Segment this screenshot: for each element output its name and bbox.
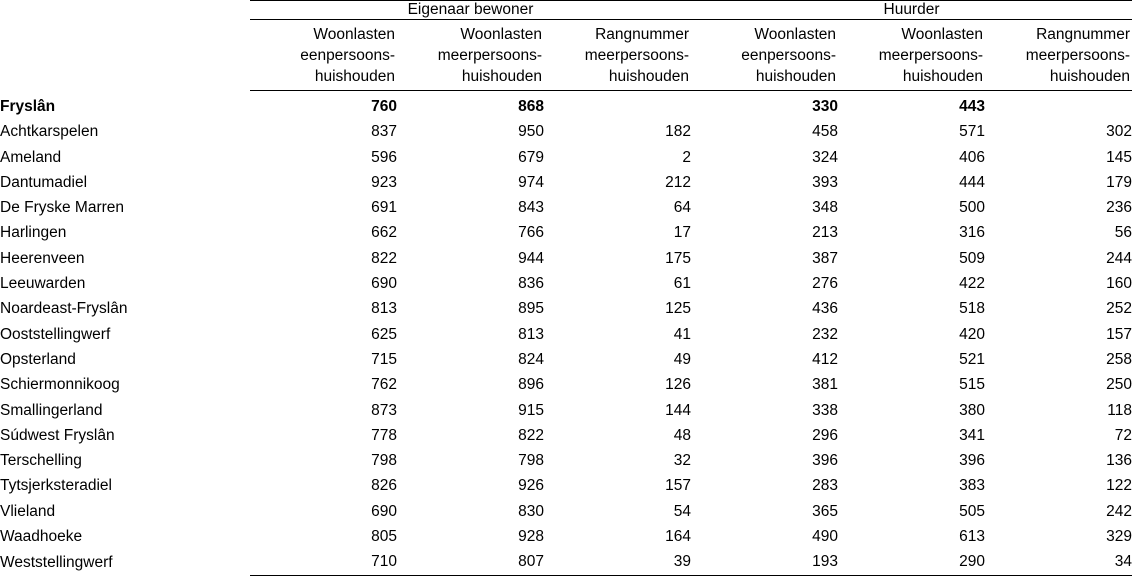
row-value: 64 xyxy=(673,199,691,217)
table-row xyxy=(0,347,1132,372)
row-value: 126 xyxy=(665,376,691,394)
table-row xyxy=(0,322,1132,347)
row-value: 296 xyxy=(812,426,838,444)
row-value: 836 xyxy=(518,275,544,293)
colhead-line: eenpersoons- xyxy=(741,47,836,64)
row-value: 710 xyxy=(371,553,397,571)
row-value: 895 xyxy=(518,300,544,318)
row-value: 49 xyxy=(673,350,691,368)
table-row xyxy=(0,423,1132,448)
row-value: 822 xyxy=(371,249,397,267)
row-label: Fryslân xyxy=(0,98,56,115)
table-row xyxy=(0,220,1132,245)
row-label: Terschelling xyxy=(0,452,82,470)
row-label: Weststellingwerf xyxy=(0,553,113,571)
row-value: 896 xyxy=(518,376,544,394)
colhead-line: Woonlasten xyxy=(460,26,542,43)
colhead-line: Rangnummer xyxy=(1036,26,1130,43)
row-label: De Fryske Marren xyxy=(0,199,125,217)
row-value: 805 xyxy=(371,528,397,546)
row-value: 61 xyxy=(673,275,691,293)
rule-cell-blank xyxy=(0,575,250,582)
row-value: 276 xyxy=(812,275,838,293)
table-row xyxy=(0,145,1132,170)
row-label: Ooststellingwerf xyxy=(0,325,111,343)
colhead-line: meerpersoons- xyxy=(437,47,542,64)
row-value: 422 xyxy=(959,275,985,293)
row-value: 974 xyxy=(518,173,544,191)
row-value: 798 xyxy=(518,452,544,470)
row-label: Achtkarspelen xyxy=(0,123,99,141)
row-value: 324 xyxy=(812,148,838,166)
row-value: 613 xyxy=(959,528,985,546)
row-value: 2 xyxy=(682,148,691,166)
row-label: Tytsjerksteradiel xyxy=(0,477,112,495)
row-value: 396 xyxy=(812,452,838,470)
row-value: 500 xyxy=(959,199,985,217)
row-value: 144 xyxy=(665,401,691,419)
table-row xyxy=(0,195,1132,220)
row-value: 290 xyxy=(959,553,985,571)
row-value: 762 xyxy=(371,376,397,394)
row-label: Smallingerland xyxy=(0,401,103,419)
column-header-hu-rangnummer xyxy=(985,24,1132,87)
colhead-line: meerpersoons- xyxy=(584,47,689,64)
colhead-line: Woonlasten xyxy=(313,26,395,43)
row-value: 760 xyxy=(371,98,397,115)
row-label: Leeuwarden xyxy=(0,275,86,293)
row-value: 182 xyxy=(665,123,691,141)
table-header xyxy=(0,1,1132,91)
row-value: 212 xyxy=(665,173,691,191)
row-value: 928 xyxy=(518,528,544,546)
row-value: 813 xyxy=(518,325,544,343)
row-value: 122 xyxy=(1106,477,1132,495)
row-value: 54 xyxy=(673,502,691,520)
row-value: 843 xyxy=(518,199,544,217)
colhead-line: meerpersoons- xyxy=(1025,47,1130,64)
row-value: 383 xyxy=(959,477,985,495)
row-value: 923 xyxy=(371,173,397,191)
row-label: Harlingen xyxy=(0,224,67,242)
row-value: 813 xyxy=(371,300,397,318)
row-value: 250 xyxy=(1106,376,1132,394)
row-value: 396 xyxy=(959,452,985,470)
column-header-region xyxy=(0,24,250,87)
table-footer xyxy=(0,575,1132,582)
row-value: 56 xyxy=(1114,224,1132,242)
table-row xyxy=(0,119,1132,144)
column-header-eb-eenpersoons xyxy=(250,24,397,87)
row-value: 521 xyxy=(959,350,985,368)
row-value: 830 xyxy=(518,502,544,520)
row-value: 873 xyxy=(371,401,397,419)
row-value: 329 xyxy=(1106,528,1132,546)
row-value: 950 xyxy=(518,123,544,141)
row-value: 826 xyxy=(371,477,397,495)
table-row xyxy=(0,271,1132,296)
column-header-eb-meerpersoons xyxy=(397,24,544,87)
group-header-row xyxy=(0,1,1132,20)
row-value: 691 xyxy=(371,199,397,217)
row-value: 715 xyxy=(371,350,397,368)
row-value: 118 xyxy=(1107,401,1132,419)
row-value: 766 xyxy=(518,224,544,242)
colhead-line: Rangnummer xyxy=(595,26,689,43)
row-value: 338 xyxy=(812,401,838,419)
row-value: 926 xyxy=(518,477,544,495)
row-value: 157 xyxy=(665,477,691,495)
row-value: 232 xyxy=(812,325,838,343)
colhead-line: Woonlasten xyxy=(754,26,836,43)
colhead-line: huishouden xyxy=(314,68,395,85)
colhead-line: huishouden xyxy=(1049,68,1130,85)
row-value: 380 xyxy=(959,401,985,419)
table-row xyxy=(0,448,1132,473)
colhead-line: Woonlasten xyxy=(901,26,983,43)
row-value: 381 xyxy=(812,376,838,394)
row-value: 662 xyxy=(371,224,397,242)
table-row xyxy=(0,246,1132,271)
table-row xyxy=(0,296,1132,321)
colhead-line: eenpersoons- xyxy=(300,47,395,64)
colhead-line: meerpersoons- xyxy=(878,47,983,64)
row-value: 778 xyxy=(371,426,397,444)
row-value: 824 xyxy=(518,350,544,368)
row-value: 348 xyxy=(812,199,838,217)
row-value: 242 xyxy=(1106,502,1132,520)
row-value: 302 xyxy=(1106,123,1132,141)
row-value: 505 xyxy=(959,502,985,520)
row-value xyxy=(985,91,1132,120)
colhead-line: huishouden xyxy=(755,68,836,85)
row-value: 258 xyxy=(1106,350,1132,368)
row-value: 915 xyxy=(518,401,544,419)
row-value: 596 xyxy=(371,148,397,166)
row-value: 625 xyxy=(371,325,397,343)
row-value: 316 xyxy=(959,224,985,242)
table-row xyxy=(0,398,1132,423)
row-value: 17 xyxy=(673,224,691,242)
row-value: 571 xyxy=(959,123,985,141)
row-value: 944 xyxy=(518,249,544,267)
row-value: 518 xyxy=(959,300,985,318)
row-value: 387 xyxy=(812,249,838,267)
table-row xyxy=(0,549,1132,575)
row-value: 690 xyxy=(371,275,397,293)
colhead-line: huishouden xyxy=(461,68,542,85)
row-label: Dantumadiel xyxy=(0,173,88,191)
row-value: 41 xyxy=(673,325,691,343)
row-value: 365 xyxy=(812,502,838,520)
row-label: Vlieland xyxy=(0,502,56,520)
table-body xyxy=(0,91,1132,576)
row-value: 406 xyxy=(959,148,985,166)
row-value: 837 xyxy=(371,123,397,141)
column-header-hu-eenpersoons xyxy=(691,24,838,87)
row-label: Opsterland xyxy=(0,350,76,368)
row-label: Heerenveen xyxy=(0,249,85,267)
row-value: 179 xyxy=(1106,173,1132,191)
row-value: 283 xyxy=(812,477,838,495)
row-value: 136 xyxy=(1106,452,1132,470)
bottom-rule-row xyxy=(0,575,1132,582)
row-value: 798 xyxy=(371,452,397,470)
row-value: 807 xyxy=(518,553,544,571)
row-value: 175 xyxy=(665,249,691,267)
row-value: 443 xyxy=(959,98,985,115)
row-value: 690 xyxy=(371,502,397,520)
row-value: 48 xyxy=(673,426,691,444)
row-value: 458 xyxy=(812,123,838,141)
table-row xyxy=(0,473,1132,498)
row-label: Súdwest Fryslân xyxy=(0,426,115,444)
table-row xyxy=(0,170,1132,195)
row-value: 32 xyxy=(673,452,691,470)
row-label: Noardeast-Fryslân xyxy=(0,300,128,318)
row-value: 679 xyxy=(518,148,544,166)
row-value: 236 xyxy=(1106,199,1132,217)
row-value: 157 xyxy=(1106,325,1132,343)
group-header-eigenaar-bewoner: Eigenaar bewoner xyxy=(250,1,691,20)
row-value: 868 xyxy=(518,98,544,115)
row-value: 330 xyxy=(812,98,838,115)
column-header-eb-rangnummer xyxy=(544,24,691,87)
row-value: 822 xyxy=(518,426,544,444)
column-header-row xyxy=(0,24,1132,87)
row-value: 39 xyxy=(673,553,691,571)
row-value: 490 xyxy=(812,528,838,546)
row-value: 509 xyxy=(959,249,985,267)
row-value: 145 xyxy=(1106,148,1132,166)
group-header-blank xyxy=(0,1,250,20)
colhead-line: huishouden xyxy=(902,68,983,85)
table-row xyxy=(0,91,1132,120)
row-value: 444 xyxy=(959,173,985,191)
row-value: 412 xyxy=(812,350,838,368)
table-row xyxy=(0,524,1132,549)
row-label: Ameland xyxy=(0,148,62,166)
row-value xyxy=(544,91,691,120)
row-value: 213 xyxy=(812,224,838,242)
column-header-hu-meerpersoons xyxy=(838,24,985,87)
row-value: 193 xyxy=(812,553,838,571)
row-label: Schiermonnikoog xyxy=(0,376,120,394)
row-value: 393 xyxy=(812,173,838,191)
group-header-huurder: Huurder xyxy=(691,1,1132,20)
row-value: 125 xyxy=(665,300,691,318)
row-value: 420 xyxy=(959,325,985,343)
row-value: 252 xyxy=(1106,300,1132,318)
row-value: 160 xyxy=(1106,275,1132,293)
row-value: 164 xyxy=(665,528,691,546)
row-label: Waadhoeke xyxy=(0,528,83,546)
table-row xyxy=(0,372,1132,397)
table-row xyxy=(0,499,1132,524)
colhead-line: huishouden xyxy=(608,68,689,85)
row-value: 515 xyxy=(959,376,985,394)
row-value: 72 xyxy=(1114,426,1132,444)
row-value: 244 xyxy=(1106,249,1132,267)
row-value: 436 xyxy=(812,300,838,318)
row-value: 34 xyxy=(1114,553,1132,571)
row-value: 341 xyxy=(959,426,985,444)
rule-cell xyxy=(250,575,1132,582)
